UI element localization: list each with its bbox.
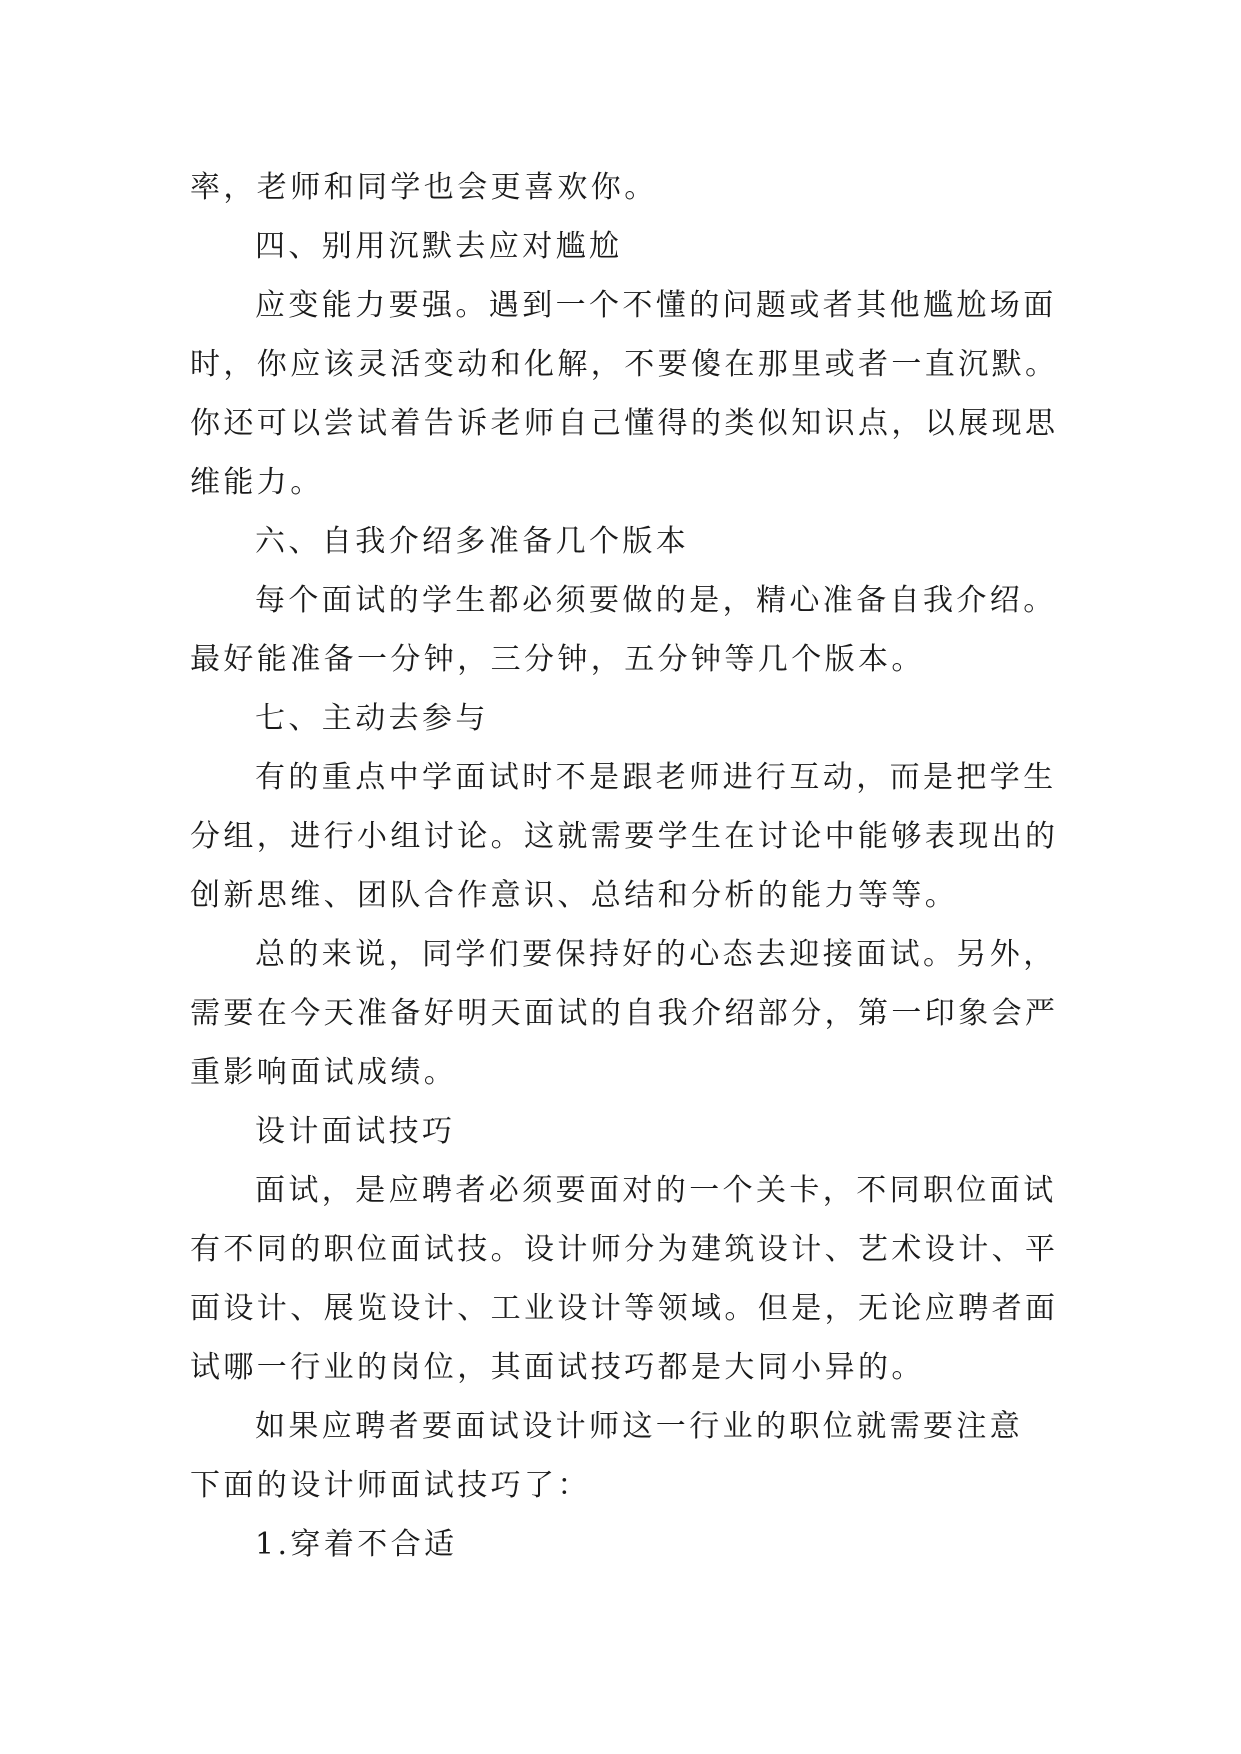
paragraph-line: 创新思维、团队合作意识、总结和分析的能力等等。 [190,878,959,913]
paragraph-line: 如果应聘者要面试设计师这一行业的职位就需要注意 [255,1409,1024,1444]
section-heading: 六、自我介绍多准备几个版本 [255,524,690,559]
paragraph-line: 试哪一行业的岗位，其面试技巧都是大同小异的。 [190,1350,925,1385]
paragraph-line: 有的重点中学面试时不是跟老师进行互动，而是把学生 [255,760,1057,795]
section-heading: 设计面试技巧 [255,1114,456,1149]
paragraph-line: 率，老师和同学也会更喜欢你。 [190,170,658,205]
paragraph-line: 面试，是应聘者必须要面对的一个关卡，不同职位面试 [255,1173,1057,1208]
paragraph-line: 维能力。 [190,465,324,500]
paragraph-line: 应变能力要强。遇到一个不懂的问题或者其他尴尬场面 [255,288,1057,323]
paragraph-line: 每个面试的学生都必须要做的是，精心准备自我介绍。 [255,583,1057,618]
paragraph-line: 你还可以尝试着告诉老师自己懂得的类似知识点，以展现思 [190,406,1059,441]
paragraph-line: 时，你应该灵活变动和化解，不要傻在那里或者一直沉默。 [190,347,1059,382]
paragraph-line: 分组，进行小组讨论。这就需要学生在讨论中能够表现出的 [190,819,1059,854]
list-item-heading: 1.穿着不合适 [255,1527,458,1562]
paragraph-line: 最好能准备一分钟，三分钟，五分钟等几个版本。 [190,642,925,677]
paragraph-line: 下面的设计师面试技巧了： [190,1468,591,1503]
paragraph-line: 有不同的职位面试技。设计师分为建筑设计、艺术设计、平 [190,1232,1059,1267]
section-heading: 七、主动去参与 [255,701,489,736]
paragraph-line: 面设计、展览设计、工业设计等领域。但是，无论应聘者面 [190,1291,1059,1326]
paragraph-line: 重影响面试成绩。 [190,1055,458,1090]
section-heading: 四、别用沉默去应对尴尬 [255,229,623,264]
paragraph-line: 需要在今天准备好明天面试的自我介绍部分，第一印象会严 [190,996,1059,1031]
paragraph-line: 总的来说，同学们要保持好的心态去迎接面试。另外， [255,937,1057,972]
